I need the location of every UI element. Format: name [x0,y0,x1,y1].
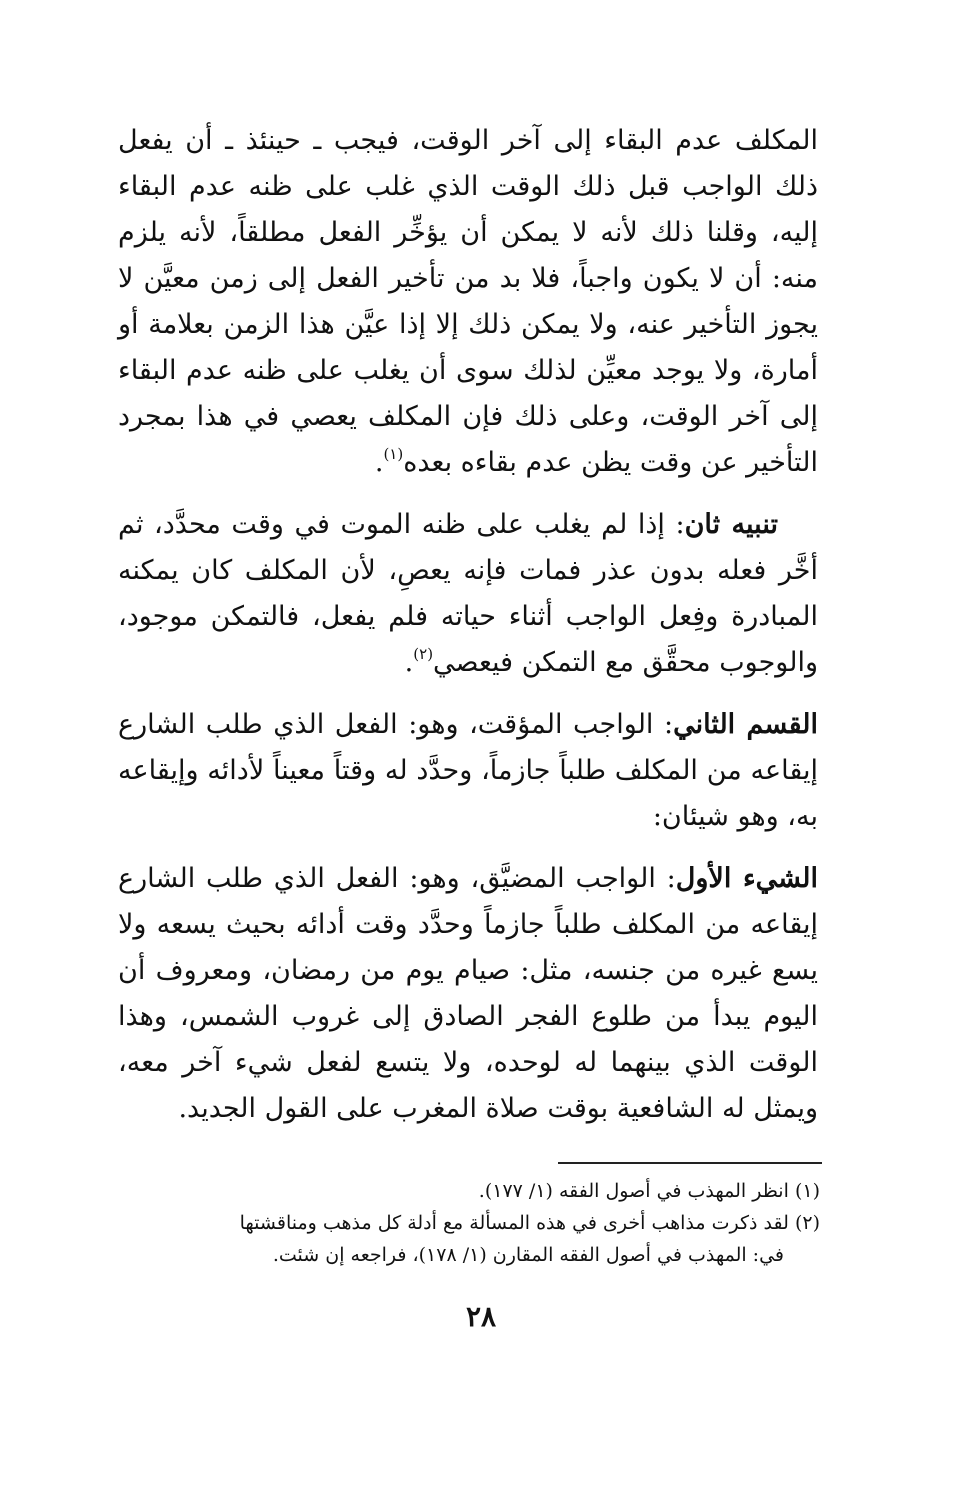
footnote-2 [120,1207,820,1239]
footnote-text: لقد ذكرت مذاهب أخرى في هذه المسألة مع أدلة كل مذهب ومناقشتها [239,1212,789,1234]
page-number: ٢٨ [465,1300,497,1333]
paragraph-first-thing [118,856,818,1132]
paragraph-end: . [404,647,414,678]
footnote-ref-1[interactable]: (١) [383,445,404,463]
paragraph-second-note [118,502,818,686]
footnote-text: انظر المهذب في أصول الفقه (١/ ١٧٧). [478,1180,789,1202]
footnote-number: (١) [794,1180,820,1202]
main-text [118,118,818,1148]
paragraph-text: : الواجب المضيَّق، وهو: الفعل الذي طلب الشارع إيقاعه من المكلف طلباً جازماً وحدَّد وقت أدائه بحيث يسعه ولا يسع غيره من جنسه، مثل: صيام يوم من رمضان، ومعروف أن اليوم يبدأ من طلوع الفجر الصادق إلى غروب الشمس، وهذا الوقت الذي بينهما له لوحده، ولا يتسع لفعل شيء آخر معه، ويمثل له الشافعية بوقت صلاة المغرب على القول الجديد. [118,863,818,1124]
footnote-ref-2[interactable]: (٢) [413,645,434,663]
footnote-text: في: المهذب في أصول الفقه المقارن (١/ ١٧٨)، فراجعه إن شئت. [272,1244,784,1266]
paragraph-heading: الشيء الأول [675,863,818,894]
paragraph-end: . [374,447,384,478]
paragraph-text: : الواجب المؤقت، وهو: الفعل الذي طلب الشارع إيقاعه من المكلف طلباً جازماً، وحدَّد له وقتاً معيناً لأدائه وإيقاعه به، وهو شيئان: [118,709,818,832]
paragraph-text: : إذا لم يغلب على ظنه الموت في وقت محدَّد، ثم أخَّر فعله بدون عذر فمات فإنه يعصِ، لأن المكلف كان يمكنه المبادرة وفِعل الواجب أثناء حياته فلم يفعل، فالتمكن موجود، والوجوب محقَّق مع التمكن فيعصي [118,509,818,678]
footnote-number: (٢) [794,1212,820,1234]
footnotes [120,1175,820,1271]
paragraph-text: المكلف عدم البقاء إلى آخر الوقت، فيجب ـ حينئذ ـ أن يفعل ذلك الواجب قبل ذلك الوقت الذي غلب على ظنه عدم البقاء إليه، وقلنا ذلك لأنه لا يمكن أن يؤخِّر الفعل مطلقاً، لأنه يلزم منه: أن لا يكون واجباً، فلا بد من تأخير الفعل إلى زمن معيَّن لا يجوز التأخير عنه، ولا يمكن ذلك إلا إذا عيَّن هذا الزمن بعلامة أو أمارة، ولا يوجد معيِّن لذلك سوى أن يغلب على ظنه عدم البقاء إلى آخر الوقت، وعلى ذلك فإن المكلف يعصي في هذا بمجرد التأخير عن وقت يظن عدم بقاءه بعده [118,125,818,478]
footnote-1 [120,1175,820,1207]
footnote-2-continuation [120,1239,820,1271]
paragraph-second-section [118,702,818,840]
paragraph-heading: القسم الثاني [673,709,818,740]
paragraph-heading: تنبيه ثان [684,509,778,540]
paragraph-continuation [118,118,818,486]
footnote-divider [558,1162,822,1164]
